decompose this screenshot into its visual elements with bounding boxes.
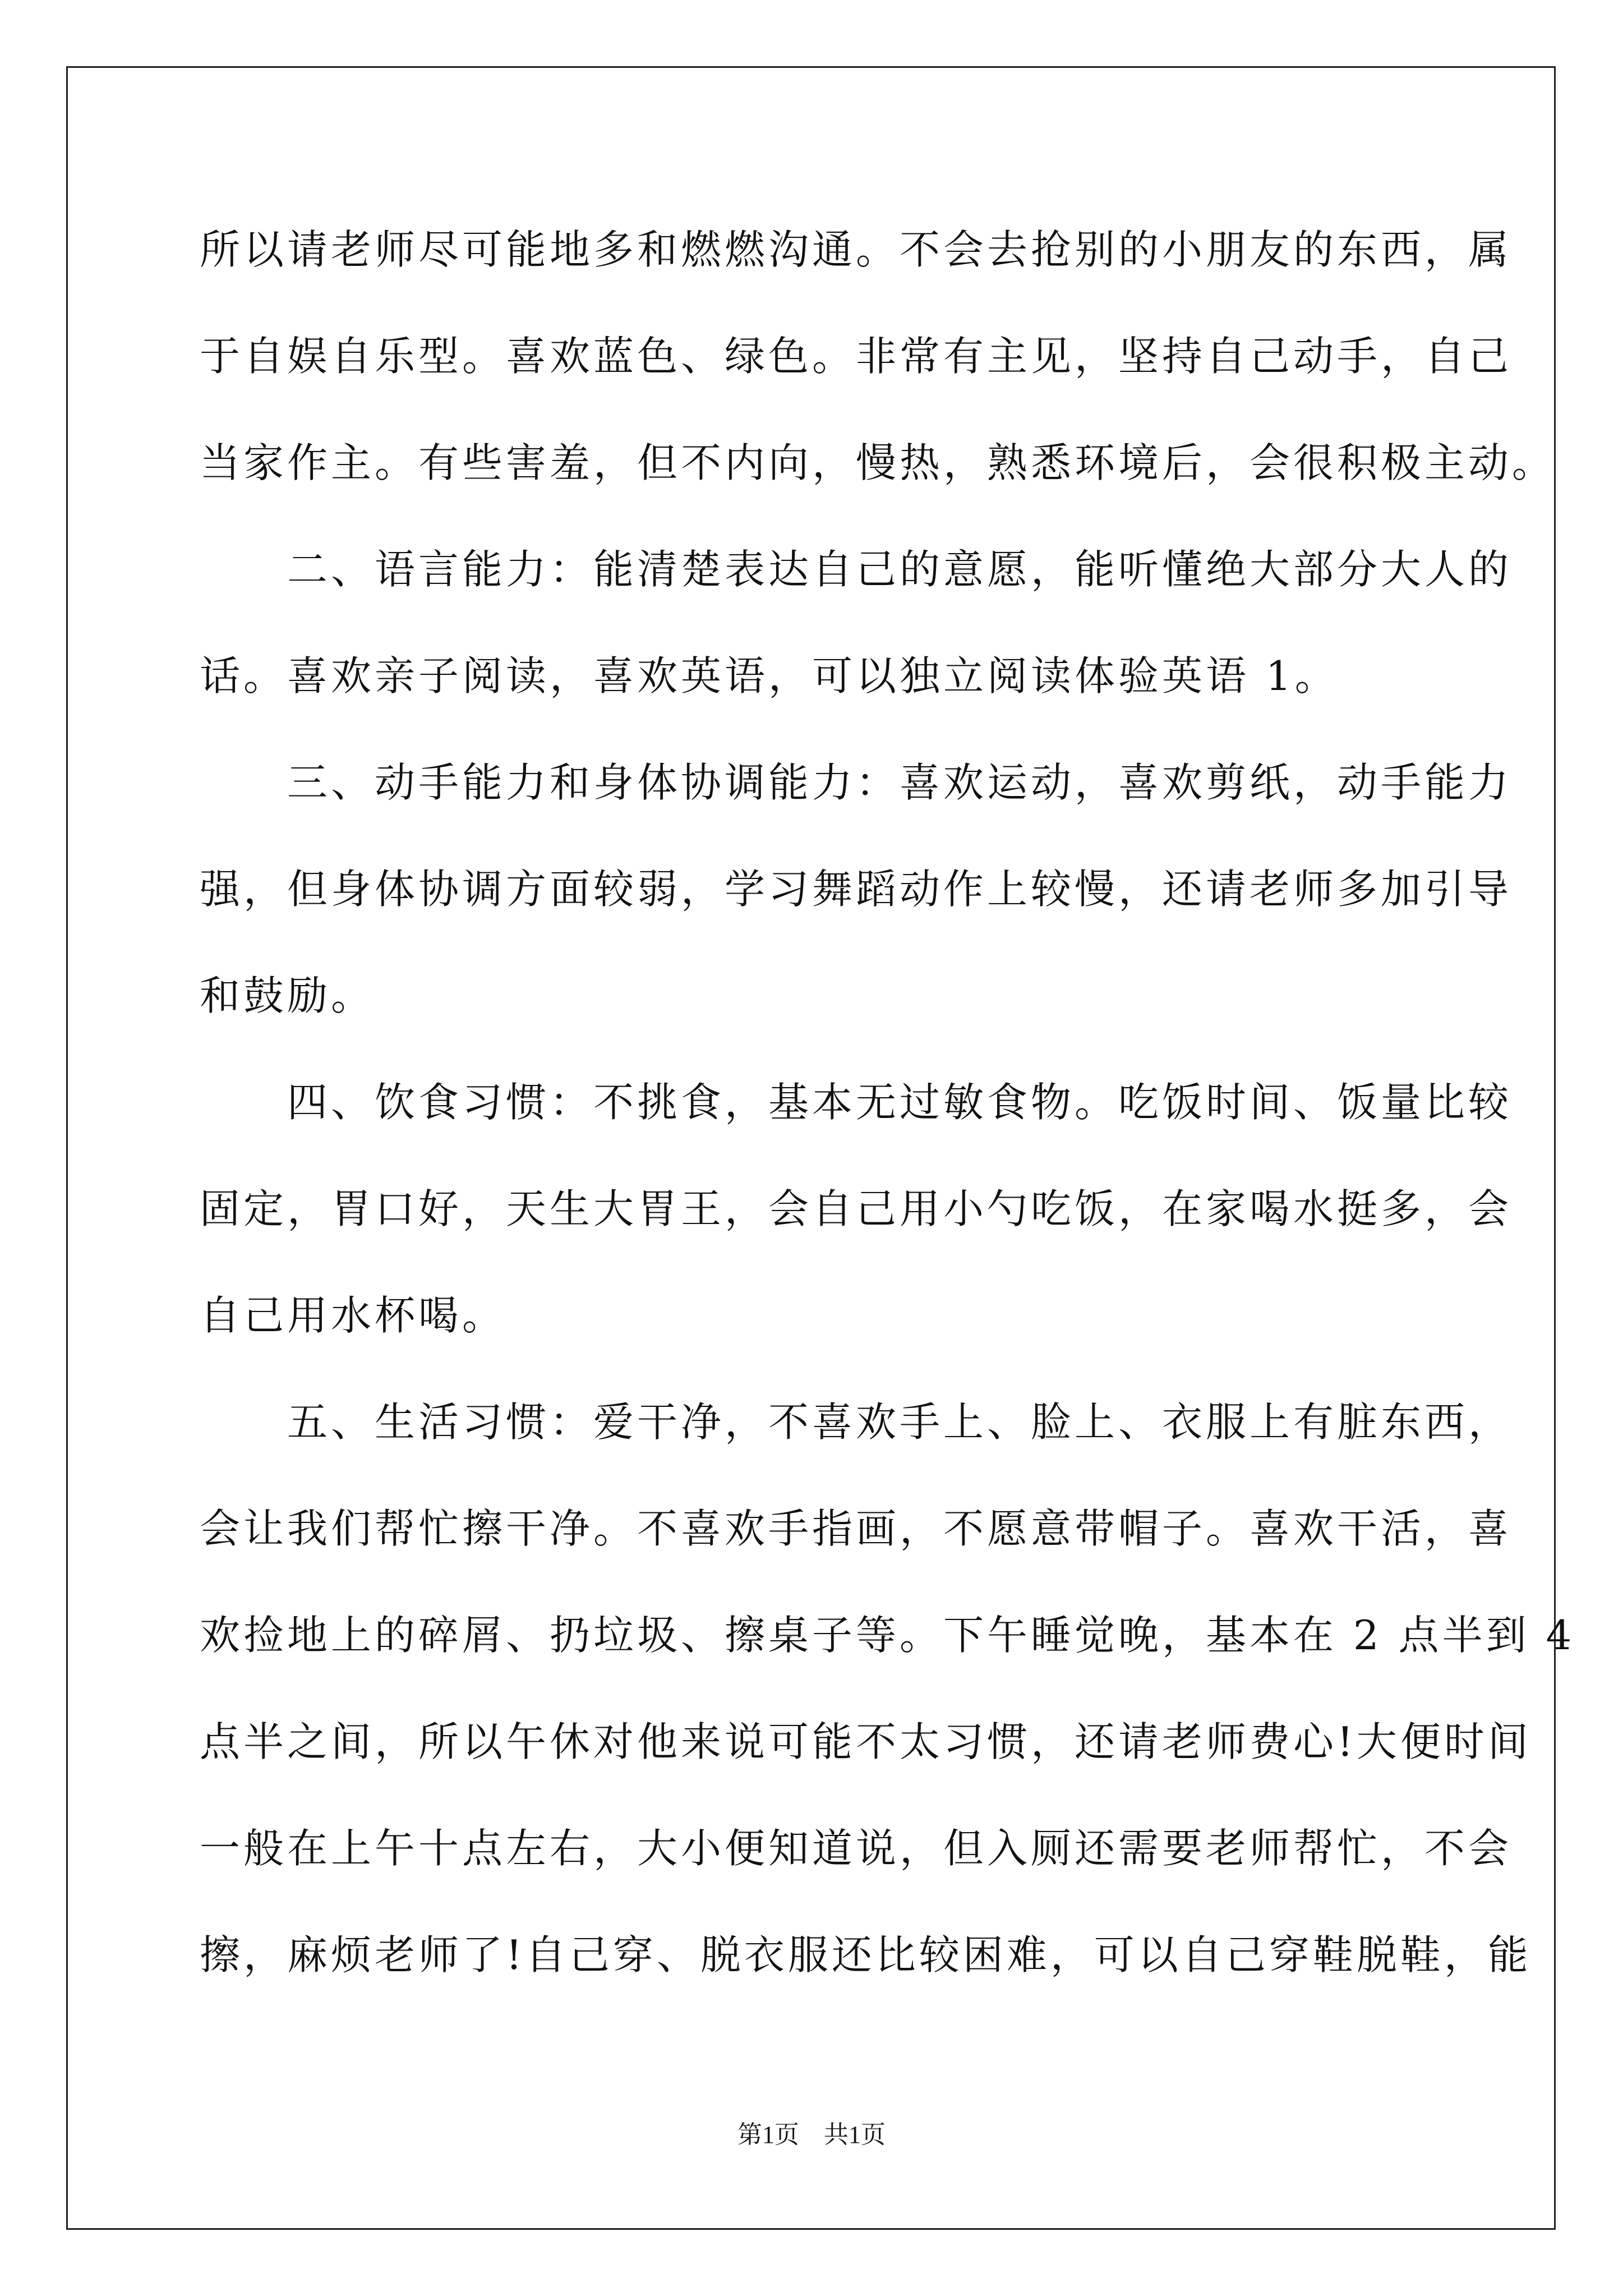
text-line: 会让我们帮忙擦干净。不喜欢手指画，不愿意带帽子。喜欢干活，喜 (200, 1505, 1513, 1552)
text-line: 五、生活习惯：爱干净，不喜欢手上、脸上、衣服上有脏东西， (200, 1398, 1513, 1446)
text-line: 所以请老师尽可能地多和燃燃沟通。不会去抢别的小朋友的东西，属 (200, 226, 1513, 273)
text-line: 和鼓励。 (200, 972, 375, 1019)
page-footer (0, 2119, 1623, 2151)
text-line: 于自娱自乐型。喜欢蓝色、绿色。非常有主见，坚持自己动手，自己 (200, 333, 1513, 380)
text-line: 三、动手能力和身体协调能力：喜欢运动，喜欢剪纸，动手能力 (200, 759, 1513, 806)
text-line: 四、饮食习惯：不挑食，基本无过敏食物。吃饭时间、饭量比较 (200, 1079, 1513, 1126)
text-line: 点半之间，所以午休对他来说可能不太习惯，还请老师费心!大便时间 (200, 1718, 1532, 1765)
page-number-current: 第1页 (737, 2121, 799, 2148)
text-line: 话。喜欢亲子阅读，喜欢英语，可以独立阅读体验英语 1。 (200, 652, 1339, 700)
page-number-total: 共1页 (824, 2121, 886, 2148)
text-line: 二、语言能力：能清楚表达自己的意愿，能听懂绝大部分大人的 (200, 546, 1513, 593)
document-body (200, 219, 1575, 2031)
text-line: 强，但身体协调方面较弱，学习舞蹈动作上较慢，还请老师多加引导 (200, 866, 1513, 913)
text-line: 固定，胃口好，天生大胃王，会自己用小勺吃饭，在家喝水挺多，会 (200, 1185, 1513, 1232)
text-line: 一般在上午十点左右，大小便知道说，但入厕还需要老师帮忙，不会 (200, 1825, 1513, 1872)
text-line: 欢捡地上的碎屑、扔垃圾、擦桌子等。下午睡觉晚，基本在 2 点半到 4 (200, 1612, 1575, 1659)
text-line: 自己用水杯喝。 (200, 1292, 506, 1339)
text-line: 当家作主。有些害羞，但不内向，慢热，熟悉环境后，会很积极主动。 (200, 439, 1556, 486)
text-line: 擦，麻烦老师了!自己穿、脱衣服还比较困难，可以自己穿鞋脱鞋，能 (200, 1931, 1532, 1978)
